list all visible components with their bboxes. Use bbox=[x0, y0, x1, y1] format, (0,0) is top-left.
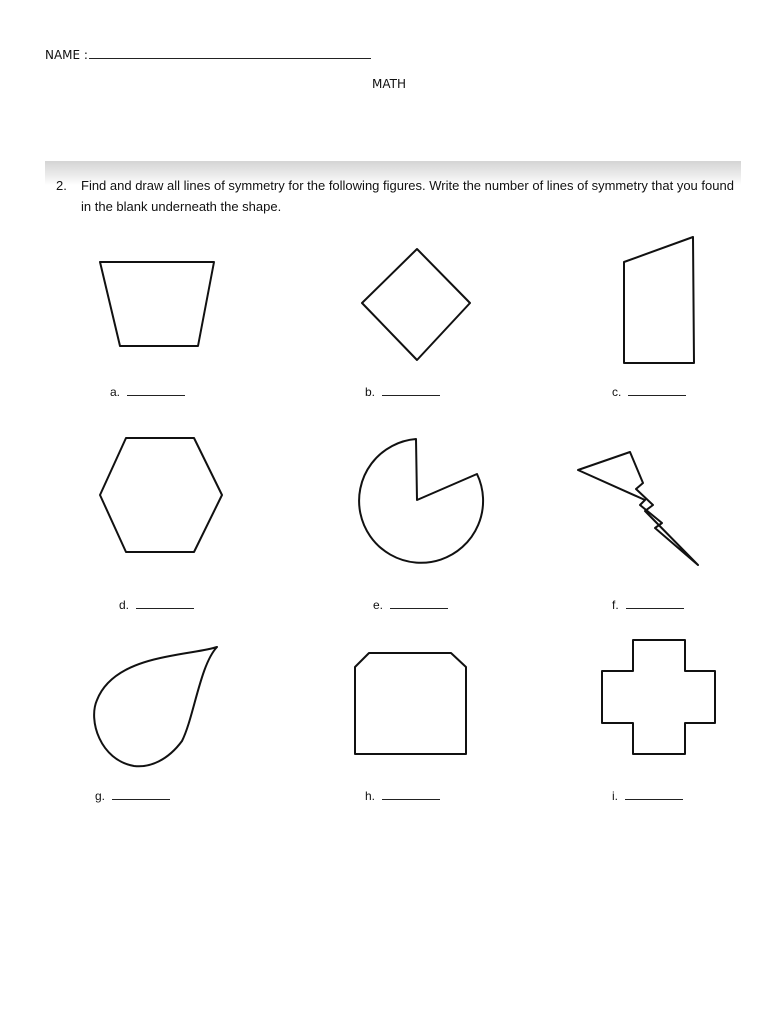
answer-blank-c[interactable] bbox=[612, 385, 686, 399]
blank-label: i. bbox=[612, 789, 618, 803]
name-label: NAME : bbox=[45, 48, 88, 62]
figure-diamond bbox=[362, 249, 470, 360]
figure-clipped-rectangle bbox=[355, 653, 466, 754]
question-number: 2. bbox=[56, 178, 67, 193]
answer-line[interactable] bbox=[625, 790, 683, 800]
figure-teardrop bbox=[94, 647, 217, 766]
answer-line[interactable] bbox=[382, 386, 440, 396]
answer-line[interactable] bbox=[626, 599, 684, 609]
answer-blank-b[interactable] bbox=[365, 385, 440, 399]
answer-line[interactable] bbox=[382, 790, 440, 800]
figure-right-trapezoid bbox=[624, 237, 694, 363]
answer-blank-g[interactable] bbox=[95, 789, 170, 803]
blank-label: h. bbox=[365, 789, 376, 803]
blank-label: c. bbox=[612, 385, 622, 399]
figure-trapezoid bbox=[100, 262, 214, 346]
answer-line[interactable] bbox=[112, 790, 170, 800]
figure-pac-man bbox=[359, 439, 483, 563]
figure-cross bbox=[602, 640, 715, 754]
question-text: Find and draw all lines of symmetry for the following figures. Write the number of lines of symmetry that you found in the blank underneath the shape. bbox=[81, 178, 734, 214]
answer-blank-d[interactable] bbox=[119, 598, 194, 612]
answer-line[interactable] bbox=[127, 386, 185, 396]
blank-label: d. bbox=[119, 598, 130, 612]
figure-lightning-bolt bbox=[578, 452, 698, 565]
blank-label: a. bbox=[110, 385, 121, 399]
answer-blank-h[interactable] bbox=[365, 789, 440, 803]
answer-blank-a[interactable] bbox=[110, 385, 185, 399]
blank-label: g. bbox=[95, 789, 106, 803]
answer-blank-e[interactable] bbox=[373, 598, 448, 612]
answer-blank-f[interactable] bbox=[612, 598, 684, 612]
answer-blank-i[interactable] bbox=[612, 789, 683, 803]
answer-line[interactable] bbox=[136, 599, 194, 609]
subject-title: MATH bbox=[372, 77, 406, 91]
blank-label: e. bbox=[373, 598, 384, 612]
figure-hexagon bbox=[100, 438, 222, 552]
answer-line[interactable] bbox=[628, 386, 686, 396]
answer-line[interactable] bbox=[390, 599, 448, 609]
blank-label: b. bbox=[365, 385, 376, 399]
blank-label: f. bbox=[612, 598, 619, 612]
